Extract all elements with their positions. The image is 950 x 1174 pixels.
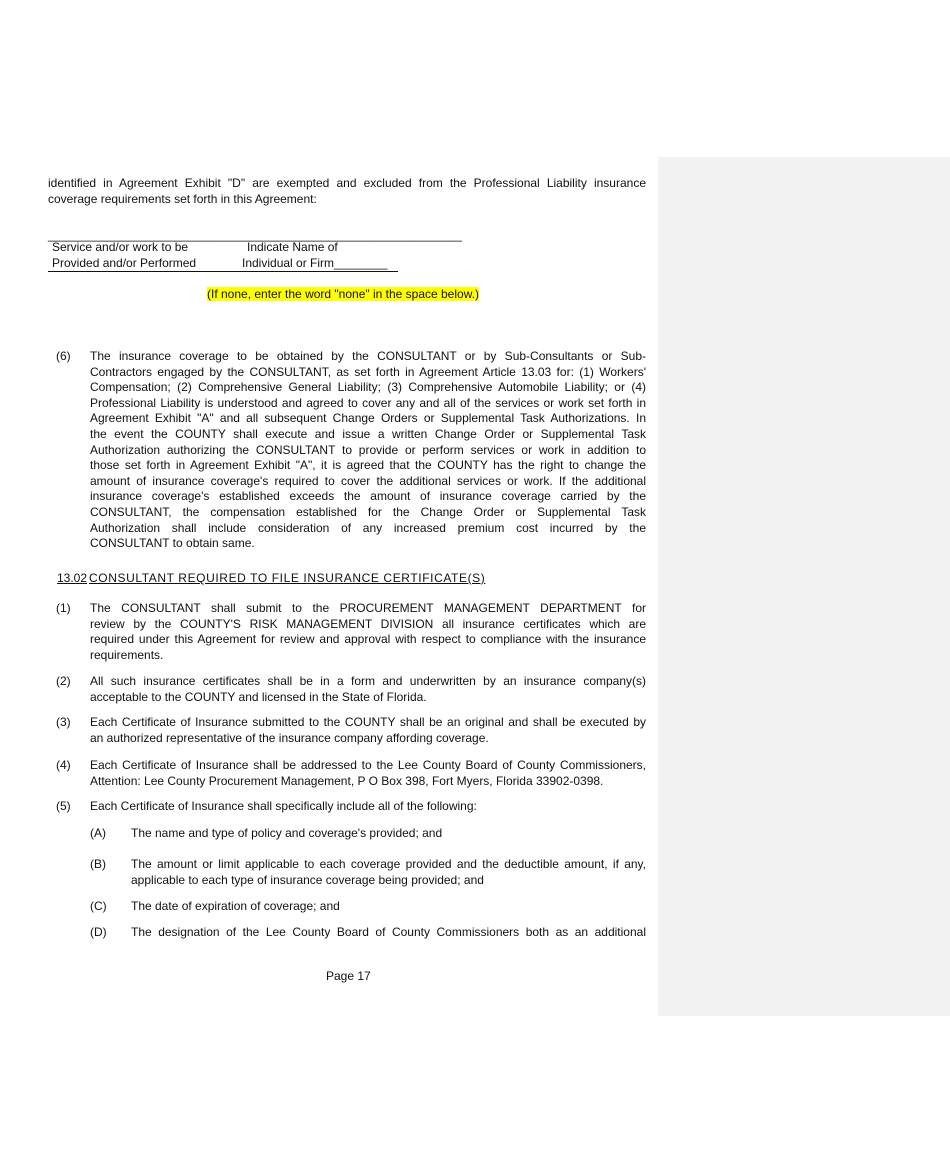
col-service-header <box>52 239 196 271</box>
text-line: Authorization shall include consideration of any increased premium cost incurred by the <box>90 520 646 535</box>
list-item-text <box>90 758 646 789</box>
text-line: Authorization authorizing the CONSULTANT to provide or perform services or work in addition to <box>90 442 646 457</box>
text-line: Each Certificate of Insurance shall specifically include all of the following: <box>90 799 477 813</box>
text-line: review by the COUNTY'S RISK MANAGEMENT DIVISION all insurance certificates which are <box>90 616 646 631</box>
text-line: Contractors engaged by the CONSULTANT, as set forth in Agreement Article 13.03 for: (1) Workers' <box>90 364 646 379</box>
text-line: coverage requirements set forth in this Agreement: <box>48 191 317 206</box>
list-item-text <box>90 601 646 663</box>
text-line: Agreement Exhibit "A" and all subsequent Change Orders or Supplemental Task Authorizations. In <box>90 411 646 426</box>
col-name-line: Individual or Firm________ <box>242 256 388 270</box>
text-line: insurance coverage's established exceeds the amount of insurance coverage carried by the <box>90 489 646 504</box>
list-item-number: (5) <box>56 799 71 813</box>
text-line: acceptable to the COUNTY and licensed in the State of Florida. <box>90 689 427 704</box>
list-item-text <box>90 715 646 746</box>
list-item-number: (3) <box>56 715 71 729</box>
text-line: Each Certificate of Insurance submitted to the COUNTY shall be an original and shall be executed by <box>90 715 646 729</box>
dash-line: ______________________________________________________________ <box>48 228 462 242</box>
text-line: The amount or limit applicable to each coverage provided and the deductible amount, if any, <box>131 857 646 871</box>
sub-item-text <box>131 826 646 842</box>
sub-item-letter: (A) <box>90 826 106 840</box>
text-line: The date of expiration of coverage; and <box>131 899 340 913</box>
text-line: All such insurance certificates shall be in a form and underwritten by an insurance company(s) <box>90 674 646 688</box>
text-line: those set forth in Agreement Exhibit "A", it is agreed that the COUNTY has the right to change the <box>90 458 646 473</box>
text-line: the event the COUNTY shall execute and issue a written Change Order or Supplemental Task <box>90 426 646 441</box>
text-line: identified in Agreement Exhibit "D" are exempted and excluded from the Professional Liability insurance <box>48 176 646 190</box>
exemption-table-header <box>48 239 398 272</box>
col-name-line: Indicate Name of <box>247 240 338 254</box>
highlighted-note: (If none, enter the word "none" in the space below.) <box>207 287 480 301</box>
list-item-text <box>90 674 646 705</box>
list-item-number: (2) <box>56 674 71 688</box>
col-service-line: Provided and/or Performed <box>52 256 197 270</box>
list-item-number: (1) <box>56 601 71 615</box>
intro-paragraph <box>48 176 646 207</box>
section-title: CONSULTANT REQUIRED TO FILE INSURANCE CERTIFICATE(S) <box>89 571 486 585</box>
text-line: The insurance coverage to be obtained by the CONSULTANT or by Sub-Consultants or Sub- <box>90 349 646 363</box>
text-line: required under this Agreement for review and approval with respect to compliance with the insurance <box>90 632 646 647</box>
text-line: Attention: Lee County Procurement Management, P O Box 398, Fort Myers, Florida 33902-0398. <box>90 773 604 788</box>
sub-item-text <box>131 857 646 888</box>
sub-item-letter: (D) <box>90 925 107 939</box>
text-line: The CONSULTANT shall submit to the PROCUREMENT MANAGEMENT DEPARTMENT for <box>90 601 646 615</box>
page-number: Page 17 <box>326 969 371 983</box>
comment-pane <box>658 157 950 1016</box>
list-item-number: (4) <box>56 758 71 772</box>
text-line: CONSULTANT to obtain same. <box>90 536 255 551</box>
text-line: The name and type of policy and coverage's provided; and <box>131 826 443 840</box>
text-line: applicable to each type of insurance coverage being provided; and <box>131 872 484 887</box>
item-6-paragraph <box>90 349 646 552</box>
section-number: 13.02 <box>57 571 88 585</box>
col-service-line: Service and/or work to be <box>52 240 189 254</box>
col-name-header <box>242 239 387 271</box>
sub-item-letter: (B) <box>90 857 106 871</box>
text-line: amount of insurance coverage's required to cover the additional services or work. If the additional <box>90 473 646 488</box>
text-line: Professional Liability is understood and agreed to cover any and all of the services or work set forth in <box>90 395 646 410</box>
list-item-text <box>90 799 646 815</box>
section-heading <box>57 570 485 586</box>
text-line: Each Certificate of Insurance shall be addressed to the Lee County Board of County Commissioners, <box>90 758 646 772</box>
text-line: an authorized representative of the insurance company affording coverage. <box>90 730 489 745</box>
text-line: CONSULTANT, the compensation established for the Change Order or Supplemental Task <box>90 504 646 519</box>
text-line: requirements. <box>90 647 164 662</box>
item-6-number: (6) <box>56 349 71 363</box>
text-line: Compensation; (2) Comprehensive General Liability; (3) Comprehensive Automobile Liability; or (4) <box>90 380 646 395</box>
sub-item-text <box>131 899 646 915</box>
text-line: The designation of the Lee County Board of County Commissioners both as an additional <box>131 925 646 939</box>
sub-item-text <box>131 925 646 941</box>
sub-item-letter: (C) <box>90 899 107 913</box>
